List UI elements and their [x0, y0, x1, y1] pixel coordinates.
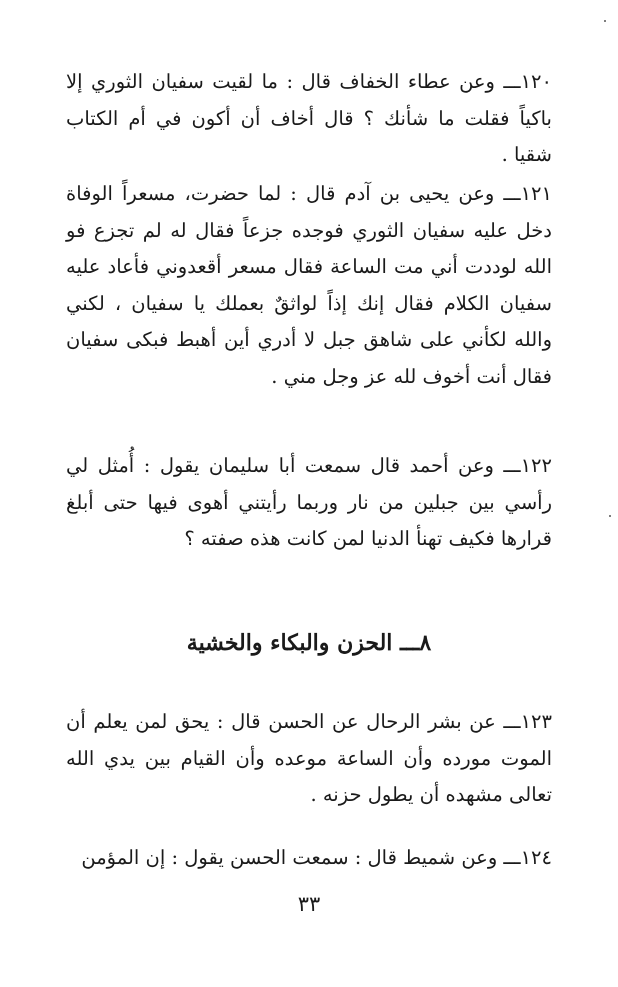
paragraph-122: ١٢٢ـــ وعن أحمد قال سمعت أبا سليمان يقول : أُمثل لي رأسي بين جبلين من نار وربما رأيتني أهوى فيها حتى أبلغ قرارها فكيف تهنأ الدنيا لمن كانت هذه صفته ؟ — [66, 454, 552, 550]
paragraph-123: ١٢٣ـــ عن بشر الرحال عن الحسن قال : يحق لمن يعلم أن الموت مورده وأن الساعة موعده وأن القيام بين يدي الله تعالى مشهده أن يطول حزنه . — [66, 710, 552, 806]
page-number: ٣٣ — [297, 892, 321, 916]
section-heading: ٨ـــ الحزن والبكاء والخشية — [186, 630, 432, 656]
paragraph-121: ١٢١ـــ وعن يحيى بن آدم قال : لما حضرت، مسعراً الوفاة دخل عليه سفيان الثوري فوجده جزعاً فقال له لم تجزع فو الله لوددت أني مت الساعة فقال مسعر أقعدوني فأعاد عليه سفيان الكلام فقال إنك إذاً لواثقٌ بعملك يا سفيان ، لكني والله لكأني على شاهق جبل لا أدري أين أهبط فبكى سفيان فقال أنت أخوف لله عز وجل مني . — [66, 182, 552, 388]
scan-speck — [604, 20, 606, 22]
paragraph-120: ١٢٠ـــ وعن عطاء الخفاف قال : ما لقيت سفيان الثوري إلا باكياً فقلت ما شأنك ؟ قال أخاف أن أكون في أم الكتاب شقيا . — [66, 70, 552, 166]
scan-speck — [609, 515, 611, 517]
paragraph-124: ١٢٤ـــ وعن شميط قال : سمعت الحسن يقول : إن المؤمن — [81, 846, 552, 869]
